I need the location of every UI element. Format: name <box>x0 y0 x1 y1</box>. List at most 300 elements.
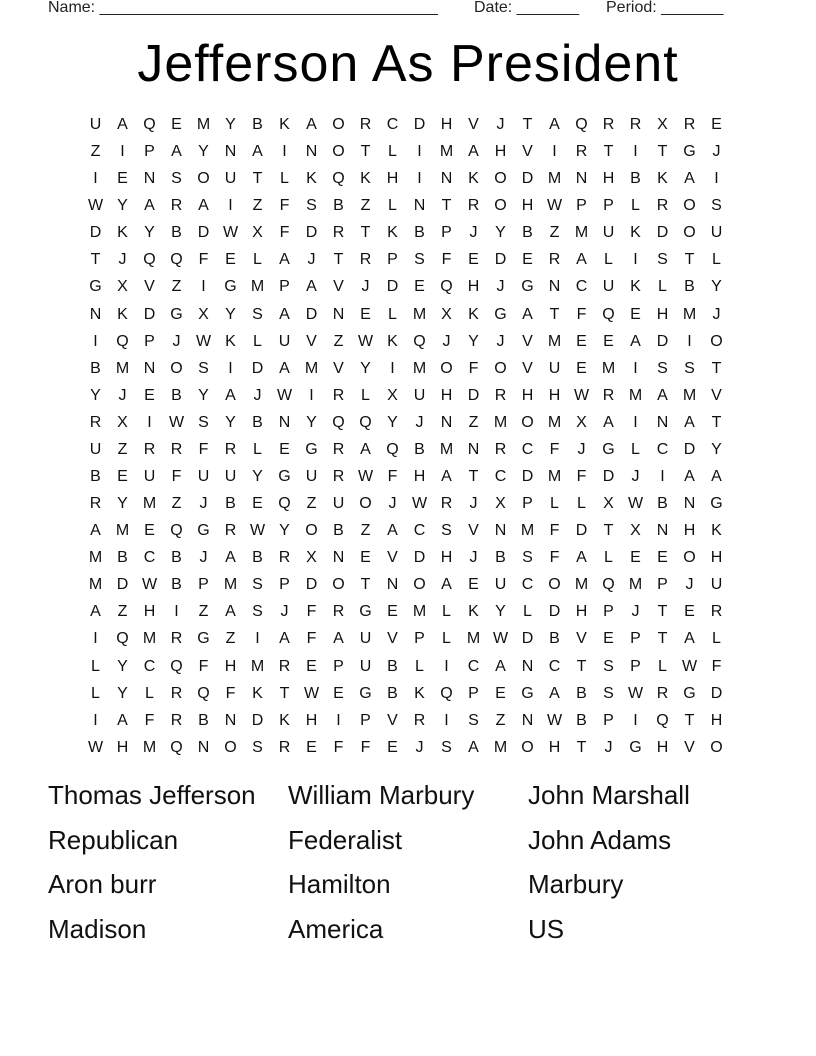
grid-letter: M <box>547 468 562 486</box>
grid-letter: W <box>411 495 428 513</box>
grid-letter: N <box>521 711 534 729</box>
grid-letter: C <box>575 278 588 296</box>
grid-letter: E <box>603 630 614 648</box>
period-field: Period: _______ <box>606 0 724 16</box>
grid-letter: T <box>360 576 371 594</box>
grid-letter: E <box>252 495 263 513</box>
grid-letter: J <box>631 468 640 486</box>
grid-letter: L <box>253 440 262 458</box>
grid-letter: Y <box>495 224 506 242</box>
grid-letter: X <box>198 305 209 323</box>
grid-letter: P <box>603 711 614 729</box>
grid-letter: S <box>603 684 614 702</box>
grid-letter: D <box>197 224 210 242</box>
grid-letter: M <box>574 224 589 242</box>
grid-letter: P <box>657 576 668 594</box>
grid-letter: T <box>468 468 479 486</box>
grid-letter: M <box>88 576 103 594</box>
grid-letter: V <box>333 278 344 296</box>
grid-letter: X <box>441 305 452 323</box>
grid-letter: P <box>387 251 398 269</box>
grid-letter: A <box>90 603 101 621</box>
grid-letter: B <box>252 116 263 133</box>
grid-letter: L <box>523 603 532 621</box>
grid-letter: L <box>658 278 667 296</box>
grid-letter: E <box>144 386 155 404</box>
grid-letter: A <box>279 359 290 377</box>
grid-letter: Y <box>117 684 128 702</box>
grid-letter: A <box>252 143 263 161</box>
grid-letter: T <box>360 224 371 242</box>
grid-letter: N <box>224 143 237 161</box>
grid-letter: C <box>386 116 399 133</box>
grid-letter: A <box>117 711 128 729</box>
grid-letter: U <box>359 657 372 675</box>
grid-letter: Z <box>306 495 317 513</box>
grid-letter: G <box>683 143 696 161</box>
grid-letter: L <box>631 197 640 215</box>
grid-row <box>82 409 730 436</box>
grid-letter: T <box>522 116 533 133</box>
grid-letter: E <box>711 116 722 133</box>
grid-letter: F <box>306 630 317 648</box>
grid-letter: F <box>468 359 479 377</box>
grid-letter: X <box>603 495 614 513</box>
grid-letter: D <box>683 440 696 458</box>
grid-letter: A <box>225 549 236 567</box>
grid-letter: V <box>711 386 722 404</box>
grid-letter: J <box>118 386 127 404</box>
grid-letter: I <box>255 630 260 648</box>
grid-letter: U <box>143 468 156 486</box>
grid-row <box>82 246 730 273</box>
grid-letter: A <box>684 630 695 648</box>
grid-letter: R <box>656 197 669 215</box>
grid-letter: H <box>116 738 129 756</box>
grid-letter: R <box>629 116 642 133</box>
grid-letter: T <box>441 197 452 215</box>
grid-letter: B <box>171 549 182 567</box>
grid-letter: J <box>469 224 478 242</box>
grid-letter: T <box>576 738 587 756</box>
grid-row <box>82 463 730 490</box>
grid-row <box>82 301 730 328</box>
grid-letter: M <box>493 413 508 431</box>
grid-letter: S <box>252 603 263 621</box>
grid-row <box>82 273 730 300</box>
grid-letter: M <box>520 522 535 540</box>
grid-letter: S <box>198 359 209 377</box>
grid-letter: R <box>224 440 237 458</box>
grid-letter: T <box>657 143 668 161</box>
grid-letter: R <box>710 603 723 621</box>
grid-letter: Z <box>468 413 479 431</box>
grid-letter: R <box>170 197 183 215</box>
grid-letter: W <box>573 386 590 404</box>
grid-letter: E <box>279 440 290 458</box>
grid-letter: L <box>145 684 154 702</box>
grid-letter: L <box>604 549 613 567</box>
grid-letter: I <box>336 711 341 729</box>
grid-letter: R <box>170 711 183 729</box>
grid-letter: A <box>468 738 479 756</box>
grid-letter: V <box>522 332 533 350</box>
grid-letter: G <box>197 630 210 648</box>
grid-letter: W <box>546 711 563 729</box>
grid-letter: Q <box>170 657 183 675</box>
grid-letter: Y <box>225 413 236 431</box>
grid-letter: P <box>603 603 614 621</box>
grid-letter: D <box>602 468 615 486</box>
grid-letter: Q <box>602 305 615 323</box>
grid-letter: E <box>576 332 587 350</box>
grid-letter: M <box>196 116 211 133</box>
grid-letter: H <box>548 738 561 756</box>
grid-letter: W <box>681 657 698 675</box>
grid-letter: L <box>280 170 289 188</box>
grid-letter: R <box>602 386 615 404</box>
grid-letter: I <box>633 143 638 161</box>
grid-letter: L <box>442 603 451 621</box>
grid-letter: K <box>711 522 722 540</box>
grid-letter: E <box>387 738 398 756</box>
grid-letter: Y <box>252 468 263 486</box>
grid-letter: T <box>603 522 614 540</box>
grid-letter: G <box>305 440 318 458</box>
grid-letter: B <box>252 413 263 431</box>
grid-letter: R <box>602 116 615 133</box>
grid-row <box>82 490 730 517</box>
grid-letter: H <box>224 657 237 675</box>
word-bank-item: Republican <box>48 824 179 855</box>
grid-letter: W <box>357 332 374 350</box>
grid-letter: H <box>305 711 318 729</box>
grid-letter: G <box>683 684 696 702</box>
grid-letter: N <box>440 413 453 431</box>
grid-letter: U <box>548 359 561 377</box>
grid-letter: N <box>440 170 453 188</box>
grid-letter: J <box>469 549 478 567</box>
grid-letter: R <box>170 630 183 648</box>
grid-letter: E <box>360 305 371 323</box>
grid-letter: Z <box>90 143 101 161</box>
grid-letter: S <box>198 413 209 431</box>
grid-letter: F <box>576 305 587 323</box>
grid-letter: H <box>602 170 615 188</box>
grid-letter: Z <box>495 711 506 729</box>
grid-letter: O <box>440 359 453 377</box>
grid-letter: T <box>657 603 668 621</box>
grid-letter: P <box>630 630 641 648</box>
grid-letter: F <box>576 468 587 486</box>
grid-letter: B <box>495 549 506 567</box>
grid-letter: X <box>117 413 128 431</box>
grid-letter: E <box>306 657 317 675</box>
grid-letter: N <box>143 359 156 377</box>
grid-letter: J <box>307 251 316 269</box>
grid-letter: D <box>305 576 318 594</box>
grid-letter: A <box>684 413 695 431</box>
grid-letter: A <box>360 440 371 458</box>
grid-letter: W <box>303 684 320 702</box>
grid-letter: A <box>549 116 560 133</box>
grid-letter: A <box>279 251 290 269</box>
grid-letter: B <box>171 386 182 404</box>
grid-letter: N <box>197 738 210 756</box>
grid-letter: F <box>333 738 344 756</box>
grid-letter: O <box>332 116 345 133</box>
grid-letter: Y <box>117 197 128 215</box>
grid-letter: G <box>224 278 237 296</box>
grid-letter: J <box>712 305 721 323</box>
grid-letter: S <box>441 522 452 540</box>
grid-letter: I <box>120 143 125 161</box>
grid-letter: Q <box>602 576 615 594</box>
grid-letter: U <box>197 468 210 486</box>
grid-letter: O <box>521 413 534 431</box>
grid-letter: D <box>656 332 669 350</box>
grid-letter: M <box>115 522 130 540</box>
grid-letter: F <box>306 603 317 621</box>
grid-letter: M <box>250 278 265 296</box>
grid-letter: H <box>143 603 156 621</box>
grid-letter: S <box>252 576 263 594</box>
grid-letter: M <box>142 630 157 648</box>
grid-letter: S <box>603 657 614 675</box>
grid-letter: R <box>332 224 345 242</box>
grid-row <box>82 544 730 571</box>
grid-letter: A <box>441 576 452 594</box>
grid-letter: P <box>630 657 641 675</box>
grid-letter: B <box>630 170 641 188</box>
grid-letter: U <box>494 576 507 594</box>
grid-letter: C <box>548 657 561 675</box>
grid-letter: C <box>521 440 534 458</box>
grid-letter: D <box>116 576 129 594</box>
grid-letter: F <box>387 468 398 486</box>
grid-letter: Q <box>143 116 156 133</box>
grid-letter: N <box>305 143 318 161</box>
grid-letter: Z <box>171 278 182 296</box>
grid-letter: P <box>144 332 155 350</box>
grid-letter: N <box>656 413 669 431</box>
grid-letter: A <box>657 386 668 404</box>
grid-letter: H <box>710 549 723 567</box>
grid-letter: N <box>656 522 669 540</box>
grid-letter: K <box>252 684 263 702</box>
grid-letter: R <box>359 116 372 133</box>
grid-letter: I <box>228 359 233 377</box>
grid-letter: W <box>222 224 239 242</box>
grid-letter: L <box>388 305 397 323</box>
grid-letter: I <box>633 359 638 377</box>
grid-letter: J <box>496 278 505 296</box>
grid-letter: B <box>657 495 668 513</box>
grid-letter: X <box>252 224 263 242</box>
grid-letter: W <box>627 684 644 702</box>
grid-letter: L <box>631 440 640 458</box>
grid-letter: E <box>468 576 479 594</box>
grid-letter: Q <box>116 630 129 648</box>
word-bank-item: Madison <box>48 913 147 944</box>
grid-letter: K <box>657 170 668 188</box>
grid-letter: X <box>117 278 128 296</box>
grid-letter: R <box>332 468 345 486</box>
grid-letter: O <box>359 495 372 513</box>
grid-letter: B <box>684 278 695 296</box>
grid-letter: R <box>89 413 102 431</box>
grid-letter: A <box>279 630 290 648</box>
grid-letter: V <box>387 549 398 567</box>
grid-letter: C <box>467 657 480 675</box>
grid-letter: M <box>412 603 427 621</box>
grid-letter: A <box>387 522 398 540</box>
grid-letter: E <box>630 549 641 567</box>
grid-letter: J <box>496 332 505 350</box>
grid-letter: N <box>143 170 156 188</box>
grid-letter: E <box>360 549 371 567</box>
grid-letter: W <box>492 630 509 648</box>
word-bank-item: William Marbury <box>288 780 475 810</box>
grid-letter: I <box>444 657 449 675</box>
grid-letter: O <box>494 197 507 215</box>
grid-letter: U <box>332 495 345 513</box>
word-bank-item: US <box>528 913 565 944</box>
grid-letter: C <box>413 522 426 540</box>
grid-letter: D <box>413 116 426 133</box>
grid-letter: C <box>656 440 669 458</box>
grid-letter: S <box>306 197 317 215</box>
grid-letter: E <box>171 116 182 133</box>
grid-letter: C <box>143 549 156 567</box>
grid-letter: L <box>604 251 613 269</box>
grid-row <box>82 598 730 625</box>
grid-letter: X <box>495 495 506 513</box>
grid-letter: L <box>388 197 397 215</box>
grid-letter: N <box>467 440 480 458</box>
grid-letter: D <box>305 305 318 323</box>
grid-letter: L <box>712 630 721 648</box>
header-fields <box>48 0 768 20</box>
grid-letter: M <box>223 576 238 594</box>
grid-letter: S <box>252 738 263 756</box>
grid-letter: R <box>656 684 669 702</box>
grid-letter: J <box>172 332 181 350</box>
grid-letter: U <box>710 224 723 242</box>
grid-letter: M <box>682 305 697 323</box>
grid-letter: U <box>89 116 102 133</box>
grid-letter: F <box>198 440 209 458</box>
word-bank-item: Marbury <box>528 869 624 899</box>
grid-letter: Y <box>144 224 155 242</box>
grid-letter: D <box>467 386 480 404</box>
grid-letter: J <box>415 413 424 431</box>
grid-letter: R <box>143 440 156 458</box>
grid-letter: F <box>198 251 209 269</box>
grid-letter: F <box>549 549 560 567</box>
grid-letter: Q <box>143 251 156 269</box>
grid-letter: D <box>521 170 534 188</box>
grid-letter: E <box>306 738 317 756</box>
grid-letter: R <box>224 522 237 540</box>
grid-letter: M <box>142 495 157 513</box>
grid-letter: M <box>493 738 508 756</box>
grid-letter: F <box>225 684 236 702</box>
grid-letter: N <box>521 657 534 675</box>
grid-letter: N <box>548 278 561 296</box>
grid-letter: F <box>360 738 371 756</box>
grid-letter: E <box>630 305 641 323</box>
grid-letter: F <box>279 197 290 215</box>
grid-letter: K <box>414 684 425 702</box>
grid-letter: H <box>440 549 453 567</box>
grid-row <box>82 571 730 598</box>
grid-letter: K <box>468 305 479 323</box>
grid-letter: I <box>309 386 314 404</box>
grid-letter: A <box>306 116 317 133</box>
grid-letter: M <box>250 657 265 675</box>
grid-letter: N <box>413 197 426 215</box>
grid-letter: P <box>603 197 614 215</box>
grid-letter: S <box>522 549 533 567</box>
grid-letter: M <box>601 359 616 377</box>
grid-letter: V <box>387 711 398 729</box>
grid-letter: R <box>89 495 102 513</box>
grid-letter: E <box>495 684 506 702</box>
grid-letter: E <box>522 251 533 269</box>
grid-letter: J <box>631 603 640 621</box>
grid-letter: R <box>359 251 372 269</box>
grid-letter: Z <box>333 332 344 350</box>
grid-letter: F <box>441 251 452 269</box>
grid-letter: Q <box>359 413 372 431</box>
grid-letter: Q <box>170 522 183 540</box>
grid-letter: A <box>468 143 479 161</box>
grid-letter: M <box>628 386 643 404</box>
grid-letter: H <box>521 386 534 404</box>
grid-letter: T <box>252 170 263 188</box>
grid-letter: B <box>576 711 587 729</box>
grid-letter: N <box>89 305 102 323</box>
grid-letter: N <box>575 170 588 188</box>
grid-letter: J <box>361 278 370 296</box>
grid-letter: M <box>412 359 427 377</box>
grid-letter: B <box>387 657 398 675</box>
grid-letter: T <box>711 413 722 431</box>
grid-letter: A <box>171 143 182 161</box>
grid-letter: H <box>494 143 507 161</box>
grid-letter: Q <box>170 738 183 756</box>
grid-letter: R <box>494 386 507 404</box>
grid-letter: L <box>253 251 262 269</box>
grid-letter: P <box>414 630 425 648</box>
grid-letter: Q <box>116 332 129 350</box>
grid-letter: W <box>168 413 185 431</box>
grid-letter: L <box>361 386 370 404</box>
grid-letter: L <box>550 495 559 513</box>
grid-letter: I <box>633 711 638 729</box>
grid-letter: K <box>468 170 479 188</box>
grid-letter: I <box>201 278 206 296</box>
grid-letter: O <box>683 224 696 242</box>
grid-letter: A <box>198 197 209 215</box>
grid-letter: D <box>386 278 399 296</box>
grid-letter: R <box>548 251 561 269</box>
grid-letter: E <box>387 603 398 621</box>
grid-letter: L <box>91 684 100 702</box>
grid-letter: O <box>494 359 507 377</box>
grid-letter: U <box>359 630 372 648</box>
